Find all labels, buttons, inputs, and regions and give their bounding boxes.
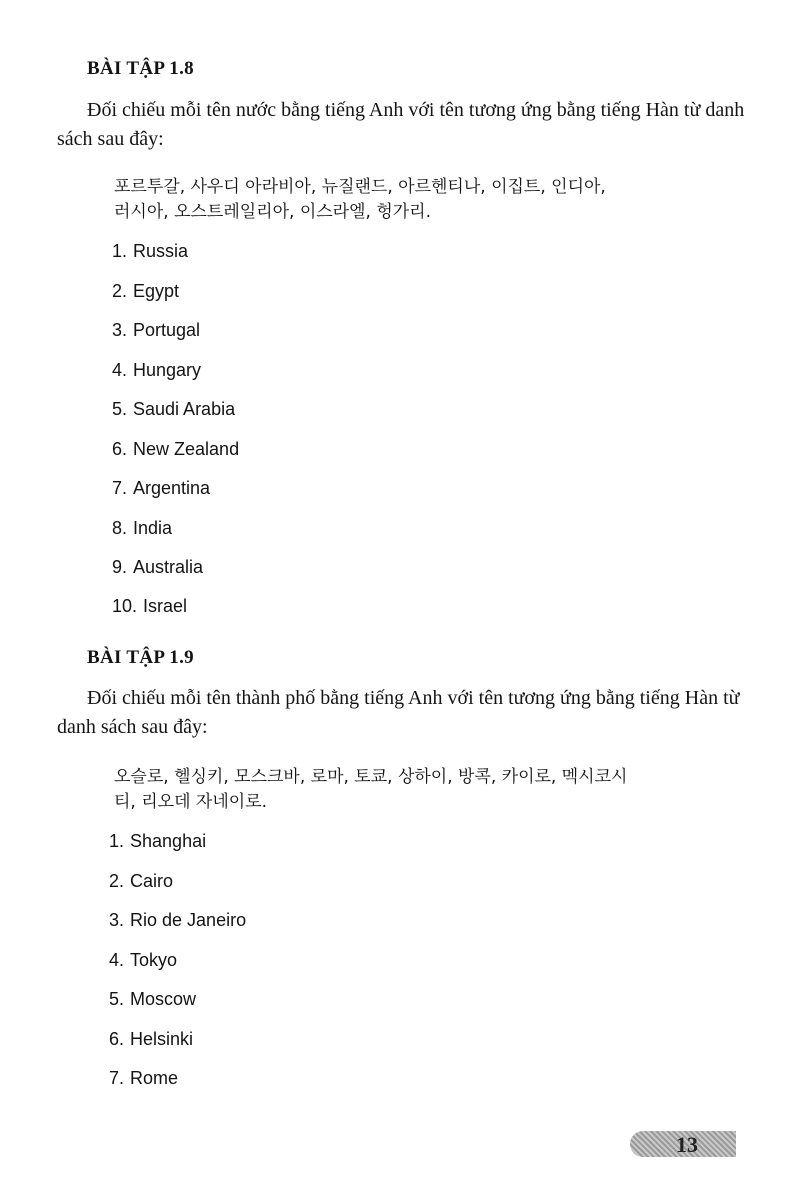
korean-word-bank-line: 오슬로, 헬싱키, 모스크바, 로마, 토쿄, 상하이, 방콕, 카이로, 멕시코시 bbox=[114, 767, 628, 787]
item-text: Rio de Janeiro bbox=[130, 910, 247, 930]
korean-word-bank-line: 티, 리오데 자네이로. bbox=[114, 792, 267, 812]
list-item bbox=[112, 557, 203, 578]
korean-word-bank bbox=[114, 765, 714, 815]
list-item bbox=[112, 478, 210, 499]
item-number: 4. bbox=[112, 360, 128, 380]
item-text: Helsinki bbox=[130, 1029, 194, 1049]
exercise-instruction: Đối chiếu mỗi tên nước bằng tiếng Anh với tên tương ứng bằng tiếng Hàn từ danh sách sau đây: bbox=[57, 99, 745, 150]
item-number: 5. bbox=[109, 989, 125, 1009]
page-number: 13 bbox=[676, 1132, 698, 1157]
item-number: 5. bbox=[112, 399, 128, 419]
list-item bbox=[109, 1029, 193, 1050]
item-number: 2. bbox=[109, 871, 125, 891]
list-item bbox=[112, 241, 188, 262]
item-text: Israel bbox=[143, 596, 188, 616]
item-text: Portugal bbox=[133, 320, 201, 340]
list-item bbox=[109, 871, 173, 892]
list-item bbox=[112, 439, 239, 460]
item-text: Shanghai bbox=[130, 831, 207, 851]
item-text: Australia bbox=[133, 557, 204, 577]
page-number-badge bbox=[630, 1131, 736, 1157]
item-number: 4. bbox=[109, 950, 125, 970]
list-item bbox=[112, 320, 200, 341]
item-text: New Zealand bbox=[133, 439, 240, 459]
list-item bbox=[112, 360, 201, 381]
list-item bbox=[112, 399, 235, 420]
list-item bbox=[109, 950, 177, 971]
item-number: 7. bbox=[112, 478, 128, 498]
list-item bbox=[112, 518, 172, 539]
item-number: 10. bbox=[112, 596, 138, 616]
item-number: 6. bbox=[112, 439, 128, 459]
item-text: Saudi Arabia bbox=[133, 399, 236, 419]
item-text: Tokyo bbox=[130, 950, 178, 970]
item-number: 7. bbox=[109, 1068, 125, 1088]
item-number: 1. bbox=[109, 831, 125, 851]
exercise-heading: BÀI TẬP 1.9 bbox=[87, 647, 194, 668]
item-number: 2. bbox=[112, 281, 128, 301]
exercise-heading: BÀI TẬP 1.8 bbox=[87, 58, 194, 79]
list-item bbox=[109, 1068, 178, 1089]
korean-word-bank bbox=[114, 175, 714, 225]
item-number: 3. bbox=[109, 910, 125, 930]
item-text: Hungary bbox=[133, 360, 202, 380]
list-item bbox=[112, 281, 179, 302]
list-item bbox=[109, 831, 206, 852]
korean-word-bank-line: 러시아, 오스트레일리아, 이스라엘, 헝가리. bbox=[114, 202, 432, 222]
item-text: Egypt bbox=[133, 281, 180, 301]
item-number: 1. bbox=[112, 241, 128, 261]
list-item bbox=[112, 596, 187, 617]
exercise-instruction: Đối chiếu mỗi tên thành phố bằng tiếng Anh với tên tương ứng bằng tiếng Hàn từ danh sách sau đây: bbox=[57, 687, 740, 738]
item-number: 3. bbox=[112, 320, 128, 340]
item-number: 6. bbox=[109, 1029, 125, 1049]
item-number: 8. bbox=[112, 518, 128, 538]
korean-word-bank-line: 포르투갈, 사우디 아라비아, 뉴질랜드, 아르헨티나, 이집트, 인디아, bbox=[114, 177, 606, 197]
list-item bbox=[109, 910, 246, 931]
item-text: Rome bbox=[130, 1068, 179, 1088]
item-text: Russia bbox=[133, 241, 189, 261]
item-text: Moscow bbox=[130, 989, 197, 1009]
item-text: Cairo bbox=[130, 871, 174, 891]
item-text: Argentina bbox=[133, 478, 211, 498]
item-text: India bbox=[133, 518, 173, 538]
item-number: 9. bbox=[112, 557, 128, 577]
list-item bbox=[109, 989, 196, 1010]
